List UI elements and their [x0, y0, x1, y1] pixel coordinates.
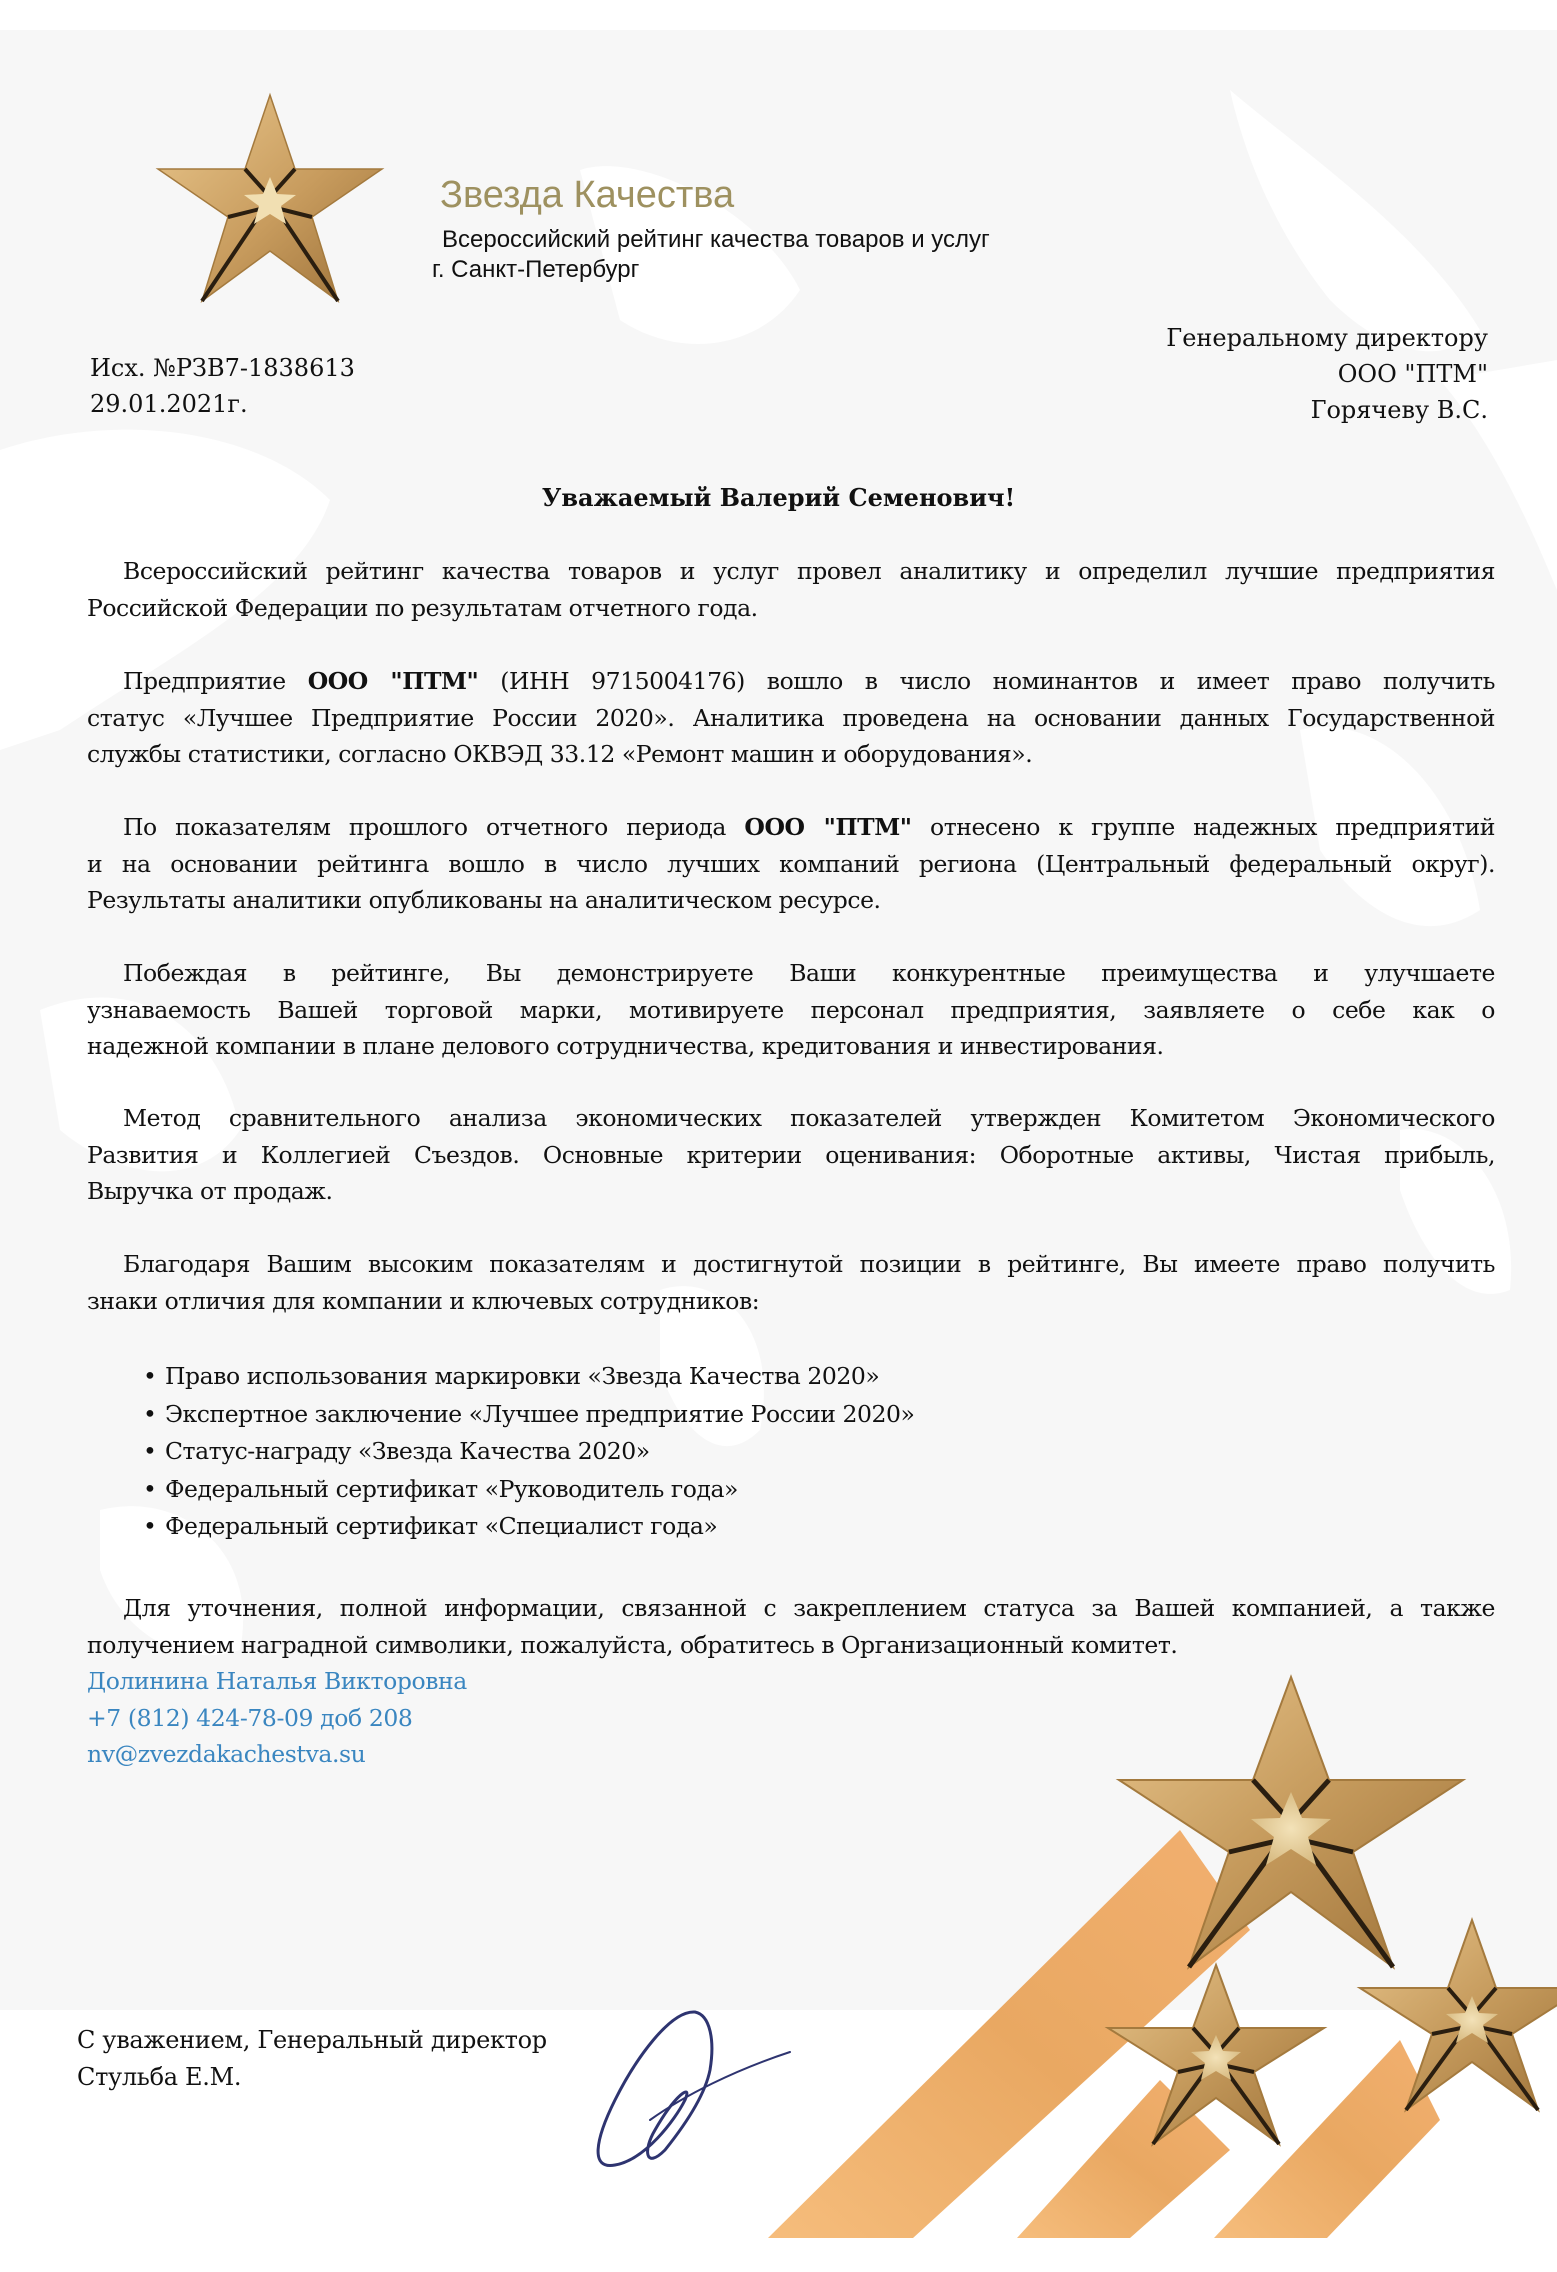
brand-city: г. Санкт-Петербург — [432, 256, 640, 283]
handwritten-signature — [575, 2000, 795, 2185]
award-item-label: Статус-награду «Звезда Качества 2020» — [165, 1437, 650, 1465]
contact-name: Долинина Наталья Викторовна — [87, 1667, 467, 1695]
paragraph-1 — [87, 553, 1495, 626]
addressee-block — [1166, 320, 1488, 428]
paragraph-6-line: Благодаря Вашим высоким показателям и достигнутой позиции в рейтинге, Вы имеете право получить — [123, 1250, 1495, 1278]
paragraph-5 — [87, 1100, 1495, 1210]
paragraph-7 — [87, 1590, 1495, 1663]
paragraph-4-line: Побеждая в рейтинге, Вы демонстрируете Ваши конкурентные преимущества и улучшаете — [123, 959, 1495, 987]
paragraph-3-line: и на основании рейтинга вошло в число лучших компаний региона (Центральный федеральный округ). — [87, 849, 1495, 878]
ribbon-small-left — [1017, 2080, 1230, 2238]
paragraph-3 — [87, 809, 1495, 919]
bullet-icon: • — [143, 1399, 157, 1428]
bullet-icon: • — [143, 1474, 157, 1503]
contact-phone[interactable]: +7 (812) 424-78-09 доб 208 — [87, 1703, 413, 1732]
award-item — [125, 1433, 914, 1471]
paragraph-7-line: Для уточнения, полной информации, связанной с закреплением статуса за Вашей компанией, а также — [123, 1594, 1495, 1622]
contact-email[interactable]: nv@zvezdakachestva.su — [87, 1740, 366, 1769]
greeting: Уважаемый Валерий Семенович! — [541, 483, 1016, 512]
ribbon-small-right — [1214, 2040, 1440, 2238]
paragraph-2 — [87, 663, 1495, 773]
paragraph-3-text: отнесено к группе надежных предприятий — [930, 813, 1495, 841]
award-item-label: Право использования маркировки «Звезда Качества 2020» — [165, 1362, 880, 1390]
company-name-bold: ООО "ПТМ" — [307, 667, 479, 695]
award-item-label: Федеральный сертификат «Специалист года» — [165, 1512, 718, 1540]
brand-title: Звезда Качества — [440, 174, 735, 216]
paragraph-5-line: Метод сравнительного анализа экономических показателей утвержден Комитетом Экономического — [123, 1104, 1495, 1132]
paragraph-1-line: Всероссийский рейтинг качества товаров и услуг провел аналитику и определил лучшие предприятия — [123, 557, 1495, 585]
paragraph-3-text: По показателям прошлого отчетного периода — [123, 813, 726, 841]
paragraph-4 — [87, 955, 1495, 1065]
contact-block — [87, 1663, 467, 1773]
addressee-position: Генеральному директору — [1166, 324, 1488, 352]
paragraph-5-line: Развития и Коллегией Съездов. Основные критерии оценивания: Оборотные активы, Чистая прибыль, — [87, 1140, 1495, 1169]
award-item — [125, 1396, 914, 1434]
award-item-label: Федеральный сертификат «Руководитель года» — [165, 1474, 738, 1503]
paragraph-2-line: службы статистики, согласно ОКВЭД 33.12 «Ремонт машин и оборудования». — [87, 740, 1033, 769]
paragraph-7-line: получением наградной символики, пожалуйста, обратитесь в Организационный комитет. — [87, 1630, 1178, 1659]
signoff-position: С уважением, Генеральный директор — [77, 2026, 547, 2054]
reference-date: 29.01.2021г. — [90, 390, 248, 418]
letter-reference — [90, 350, 355, 422]
award-item — [125, 1358, 914, 1396]
addressee-company: ООО "ПТМ" — [1337, 360, 1488, 388]
bullet-icon: • — [143, 1437, 157, 1465]
paragraph-6-line: знаки отличия для компании и ключевых сотрудников: — [87, 1286, 760, 1315]
paragraph-2-text: (ИНН 9715004176) вошло в число номинантов и имеет право получить — [500, 667, 1495, 695]
brand-subtitle: Всероссийский рейтинг качества товаров и услуг — [442, 226, 990, 253]
paragraph-4-line: узнаваемость Вашей торговой марки, мотивируете персонал предприятия, заявляете о себе как о — [87, 995, 1495, 1024]
bullet-icon: • — [143, 1512, 157, 1540]
award-item — [125, 1508, 914, 1546]
paragraph-3-line: Результаты аналитики опубликованы на аналитическом ресурсе. — [87, 886, 881, 915]
reference-number: Исх. №РЗВ7-1838613 — [90, 354, 355, 382]
paragraph-1-line: Российской Федерации по результатам отчетного года. — [87, 593, 758, 622]
addressee-name: Горячеву В.С. — [1310, 396, 1488, 424]
paragraph-5-line: Выручка от продаж. — [87, 1177, 333, 1206]
signoff-name: Стульба Е.М. — [77, 2063, 242, 2091]
paragraph-2-line: статус «Лучшее Предприятие России 2020». Аналитика проведена на основании данных Государственной — [87, 703, 1495, 732]
award-item — [125, 1471, 914, 1509]
awards-list — [125, 1358, 914, 1546]
award-item-label: Экспертное заключение «Лучшее предприятие России 2020» — [165, 1399, 915, 1428]
paragraph-4-line: надежной компании в плане делового сотрудничества, кредитования и инвестирования. — [87, 1032, 1164, 1061]
paragraph-2-text: Предприятие — [123, 667, 286, 695]
signoff-block — [77, 2022, 547, 2096]
company-name-bold: ООО "ПТМ" — [744, 813, 912, 841]
paragraph-6 — [87, 1246, 1495, 1319]
bullet-icon: • — [143, 1362, 157, 1390]
logo-gold-star-icon — [150, 88, 390, 318]
